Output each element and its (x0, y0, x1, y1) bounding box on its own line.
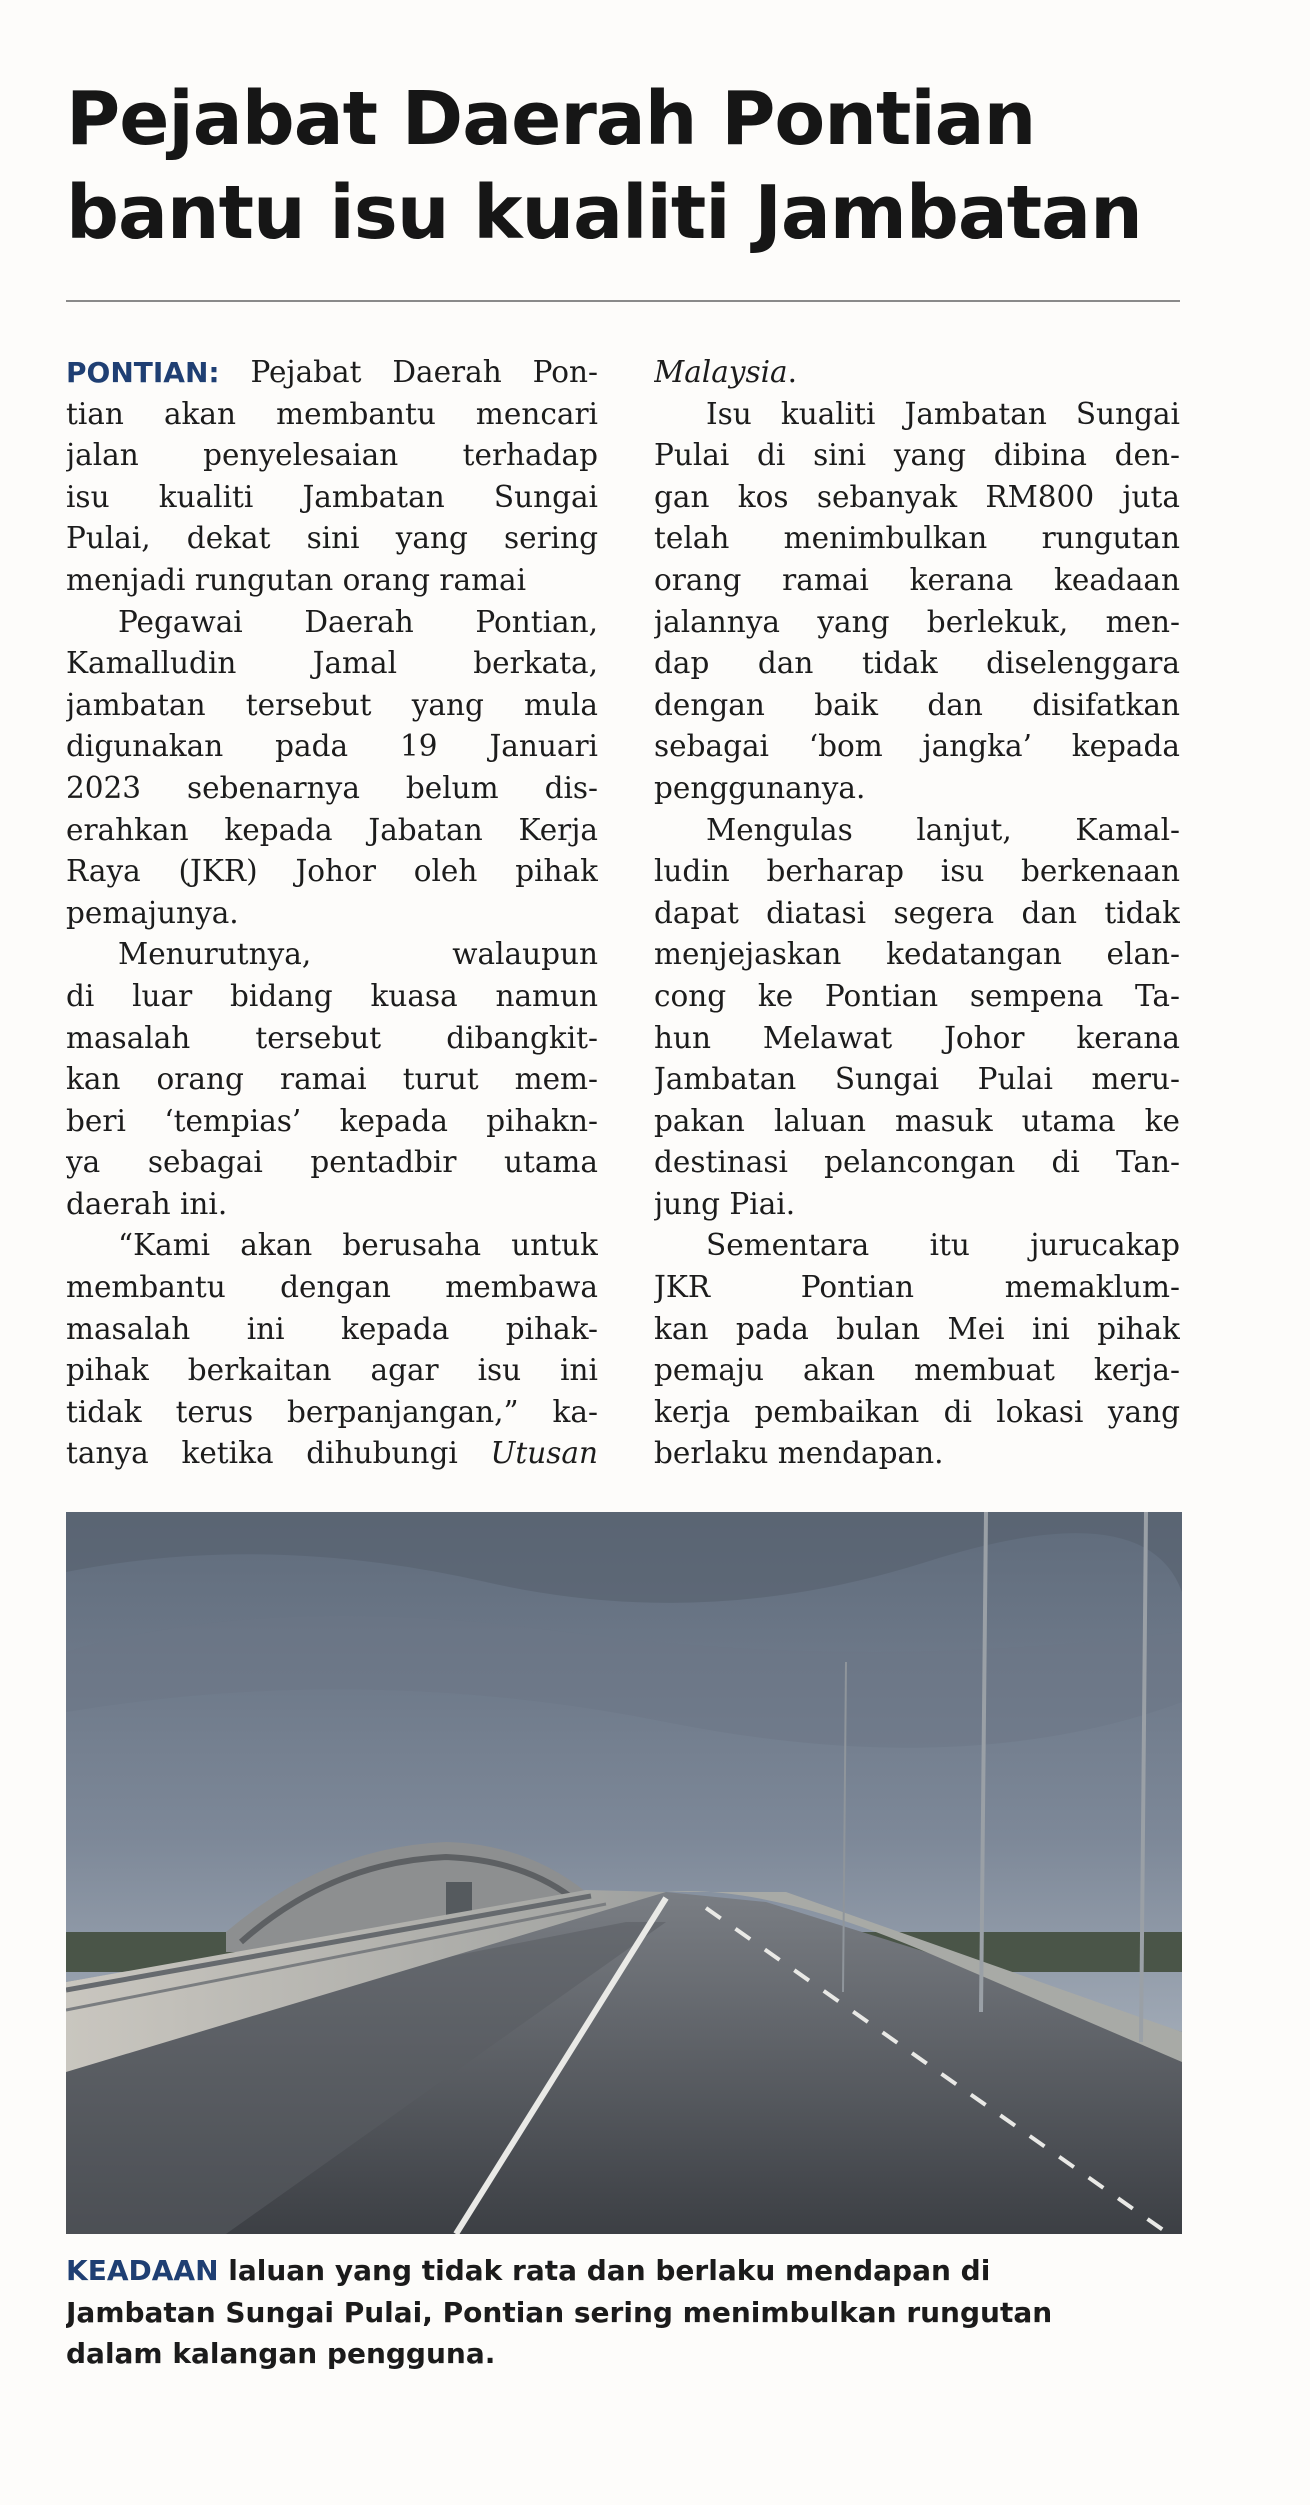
headline-line-1: Pejabat Daerah Pontian (66, 76, 1036, 162)
body-line: kan pada bulan Mei ini pihak (654, 1311, 1180, 1346)
body-line: Sementara itu jurucakap (706, 1228, 1180, 1263)
body-line: destinasi pelancongan di Tan- (654, 1145, 1180, 1180)
body-line: Isu kualiti Jambatan Sungai (706, 396, 1180, 431)
body-line: Pulai, dekat sini yang sering (66, 521, 598, 556)
caption-line: Jambatan Sungai Pulai, Pontian sering menimbulkan rungutan (66, 2295, 1053, 2329)
caption-line: dalam kalangan pengguna. (66, 2337, 496, 2371)
body-line: pihak berkaitan agar isu ini (66, 1353, 598, 1388)
body-line: dapat diatasi segera dan tidak (654, 895, 1180, 930)
body-line: digunakan pada 19 Januari (66, 729, 598, 764)
body-line: Jambatan Sungai Pulai meru- (654, 1062, 1180, 1097)
headline-line-2: bantu isu kualiti Jambatan (66, 170, 1142, 256)
body-line: dengan baik dan disifatkan (654, 687, 1180, 722)
body-line: kerja pembaikan di lokasi yang (654, 1394, 1180, 1429)
article-column-right (654, 352, 1180, 1475)
body-line: Pegawai Daerah Pontian, (118, 604, 598, 639)
body-line: dap dan tidak diselenggara (654, 646, 1180, 681)
body-line: masalah tersebut dibangkit- (66, 1020, 598, 1055)
body-line: jalannya yang berlekuk, men- (654, 604, 1180, 639)
body-line (654, 352, 1180, 394)
body-line-text: . (787, 355, 798, 389)
photo-caption (66, 2250, 1180, 2375)
body-line: ya sebagai pentadbir utama (66, 1145, 598, 1180)
body-line: pemajunya. (66, 895, 239, 930)
body-line: jambatan tersebut yang mula (66, 687, 598, 722)
body-line (66, 352, 598, 394)
body-line: menjejaskan kedatangan elan- (654, 937, 1180, 972)
body-line: telah menimbulkan rungutan (654, 521, 1180, 556)
body-line: menjadi rungutan orang ramai (66, 562, 527, 597)
article-column-left (66, 352, 598, 1475)
body-line: Kamalludin Jamal berkata, (66, 646, 598, 681)
body-line: JKR Pontian memaklum- (654, 1270, 1180, 1305)
body-line: di luar bidang kuasa namun (66, 978, 598, 1013)
headline-divider (66, 300, 1180, 302)
body-line: isu kualiti Jambatan Sungai (66, 479, 598, 514)
body-line: sebagai ‘bom jangka’ kepada (654, 729, 1180, 764)
body-line: erahkan kepada Jabatan Kerja (66, 812, 598, 847)
body-line (66, 1433, 598, 1475)
body-line: ludin berharap isu berkenaan (654, 854, 1180, 889)
publication-name: Utusan (490, 1436, 598, 1471)
body-line: hun Melawat Johor kerana (654, 1020, 1180, 1055)
body-line: berlaku mendapan. (654, 1436, 944, 1471)
body-line: jalan penyelesaian terhadap (66, 438, 598, 473)
body-line: kan orang ramai turut mem- (66, 1062, 598, 1097)
body-line: masalah ini kepada pihak- (66, 1311, 598, 1346)
body-line: Pulai di sini yang dibina den- (654, 438, 1180, 473)
body-line: Raya (JKR) Johor oleh pihak (66, 854, 598, 889)
caption-lead: KEADAAN (66, 2254, 219, 2287)
body-line: Mengulas lanjut, Kamal- (706, 812, 1180, 847)
caption-text: laluan yang tidak rata dan berlaku mendapan di (218, 2254, 991, 2287)
body-line-text: tanya ketika dihubungi (66, 1436, 491, 1471)
body-line: tian akan membantu mencari (66, 396, 598, 431)
caption-line (66, 2250, 1180, 2292)
body-line: pakan laluan masuk utama ke (654, 1103, 1180, 1138)
body-line: cong ke Pontian sempena Ta- (654, 978, 1180, 1013)
body-line: daerah ini. (66, 1186, 228, 1221)
bridge-photo-illustration (66, 1512, 1182, 2234)
body-line: penggunanya. (654, 770, 866, 805)
body-line: beri ‘tempias’ kepada pihakn- (66, 1103, 598, 1138)
body-line: pemaju akan membuat kerja- (654, 1353, 1180, 1388)
body-line: jung Piai. (654, 1186, 796, 1221)
body-line: 2023 sebenarnya belum dis- (66, 770, 598, 805)
body-line: “Kami akan berusaha untuk (118, 1228, 598, 1263)
body-line: tidak terus berpanjangan,” ka- (66, 1394, 598, 1429)
body-line: membantu dengan membawa (66, 1270, 598, 1305)
body-line: gan kos sebanyak RM800 juta (654, 479, 1180, 514)
body-line: orang ramai kerana keadaan (654, 562, 1180, 597)
publication-name: Malaysia (654, 355, 788, 389)
body-line: Menurutnya, walaupun (118, 937, 598, 972)
dateline: PONTIAN: (66, 356, 220, 389)
body-line-text: Pejabat Daerah Pon- (219, 355, 598, 389)
headline (66, 72, 1186, 260)
bridge-photo (66, 1512, 1182, 2234)
